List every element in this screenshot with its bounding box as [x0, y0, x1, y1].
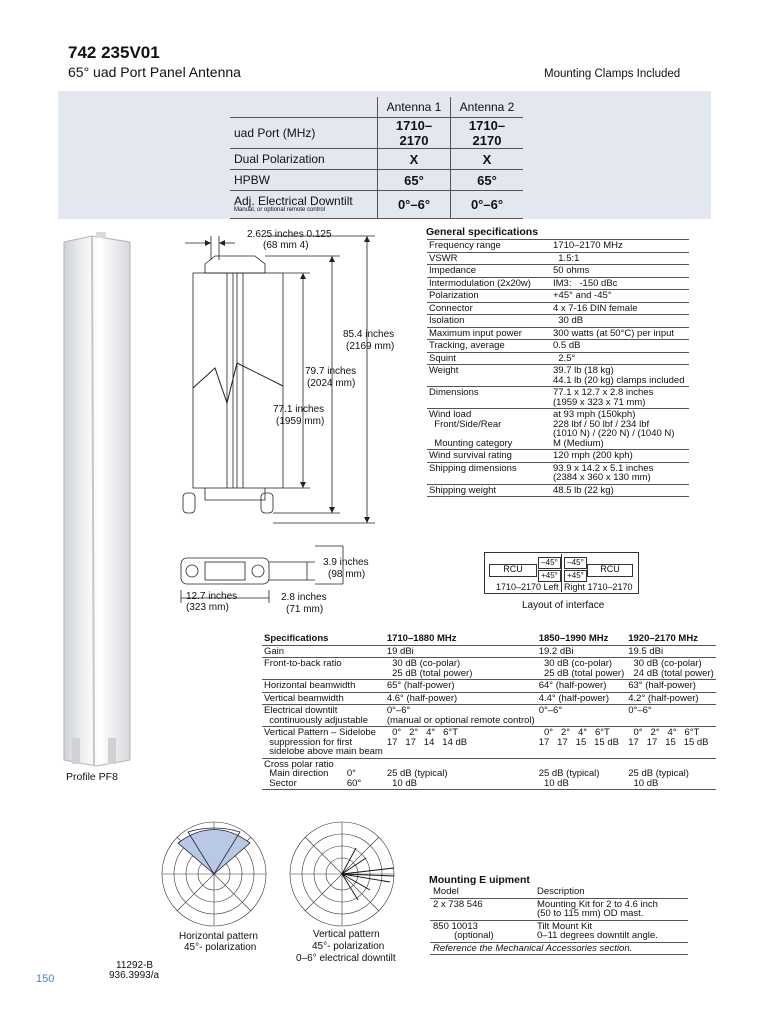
general-spec-key: Maximum input power [427, 327, 551, 340]
interface-right-label: Right 1710–2170 [564, 582, 633, 592]
interface-divider [561, 554, 562, 592]
port-plus45-left: +45° [538, 570, 561, 582]
spec-value-band2: 4.4° (half-power) [537, 692, 627, 705]
dim-h2-label: 79.7 inches [305, 366, 357, 377]
general-spec-key: Tracking, average [427, 340, 551, 353]
general-spec-key: Frequency range [427, 240, 551, 253]
dim-b3-label: 2.8 inches [281, 592, 327, 603]
port-plus45-right: +45° [564, 570, 587, 582]
summary-table [230, 97, 523, 219]
v-pattern-caption3: 0–6° electrical downtilt [296, 953, 396, 964]
general-spec-key: Squint [427, 352, 551, 365]
general-specs-table [427, 239, 689, 497]
general-spec-key: Shipping weight [427, 484, 551, 497]
general-spec-row [427, 290, 689, 303]
doc-code2: 936.3993/a [109, 970, 160, 981]
mounting-model: 850 10013 (optional) [430, 920, 534, 942]
general-spec-key: Shipping dimensions [427, 462, 551, 484]
dim-h1-label: 85.4 inches [343, 329, 395, 340]
spec-value-band2: 30 dB (co-polar) 25 dB (total power) [537, 658, 627, 680]
spec-key: Vertical Pattern – Sidelobe suppression for first sidelobe above main beam [264, 727, 383, 757]
summary-label: Dual Polarization [230, 149, 378, 170]
spec-row [262, 705, 716, 727]
dimension-drawing [175, 228, 400, 633]
spec-header-label: Specifications [262, 633, 385, 645]
general-spec-value: 300 watts (at 50°C) per input [551, 327, 689, 340]
rcu-left: RCU [489, 564, 537, 577]
mounting-table [430, 886, 688, 955]
general-spec-row [427, 484, 689, 497]
mounting-model: 2 x 738 546 [430, 898, 534, 920]
summary-header-row [230, 97, 523, 118]
dim-h1-mm: (2169 mm) [346, 341, 395, 352]
summary-col-antenna1: Antenna 1 [378, 97, 451, 118]
general-spec-value: 1710–2170 MHz [551, 240, 689, 253]
mounting-desc: Mounting Kit for 2 to 4.6 inch (50 to 115 mm) OD mast. [534, 898, 688, 920]
mounting-note: Reference the Mechanical Accessories section. [430, 942, 688, 955]
mounting-col-desc: Description [534, 886, 688, 898]
summary-value: 1710–2170 [451, 118, 524, 149]
profile-label: Profile PF8 [66, 771, 118, 783]
interface-left-label: 1710–2170 Left [496, 582, 559, 592]
summary-col-antenna2: Antenna 2 [451, 97, 524, 118]
general-spec-key: Dimensions [427, 387, 551, 409]
v-pattern-caption1: Vertical pattern [313, 929, 380, 940]
model-title: 742 235V01 [68, 43, 160, 62]
general-spec-row [427, 365, 689, 387]
summary-row [230, 191, 523, 219]
dim-b2-label: 12.7 inches [186, 591, 238, 602]
rcu-right: RCU [587, 564, 633, 577]
general-spec-row [427, 462, 689, 484]
interface-caption: Layout of interface [522, 600, 605, 611]
spec-row [262, 680, 716, 693]
summary-label: HPBW [230, 170, 378, 191]
dim-h3-mm: (1959 mm) [276, 416, 325, 427]
spec-row [262, 758, 716, 790]
spec-value-band1: 0°–6° (manual or optional remote control) [386, 705, 535, 726]
spec-value-band3: 0°–6° [626, 705, 716, 727]
general-spec-key: Intermodulation (2x20w) [427, 277, 551, 290]
spec-key: Front-to-back ratio [262, 658, 385, 680]
general-spec-key: Wind load Front/Side/Rear Mounting category [427, 409, 551, 450]
mounting-header-row [430, 886, 688, 898]
general-spec-row [427, 265, 689, 278]
general-spec-row [427, 327, 689, 340]
general-spec-row [427, 450, 689, 463]
spec-value-band2: 0°–6° [537, 705, 627, 727]
spec-value-band2: 0° 2° 4° 6°T 17 17 15 15 dB [537, 727, 627, 759]
spec-key: Horizontal beamwidth [262, 680, 385, 693]
mounting-col-model: Model [430, 886, 534, 898]
summary-header-blank [230, 97, 378, 118]
general-spec-row [427, 315, 689, 328]
general-spec-row [427, 252, 689, 265]
general-spec-key: Isolation [427, 315, 551, 328]
spec-value-band1: 19 dBi [385, 645, 537, 658]
general-spec-value: 4 x 7-16 DIN female [551, 302, 689, 315]
mounting-row [430, 920, 688, 942]
general-spec-row [427, 387, 689, 409]
summary-label: Adj. Electrical Downtilt [234, 194, 353, 208]
summary-row [230, 149, 523, 170]
general-spec-row [427, 340, 689, 353]
spec-value-band2: 25 dB (typical) 10 dB [537, 758, 627, 790]
horizontal-pattern-plot [158, 818, 270, 930]
spec-value-band3: 25 dB (typical) 10 dB [626, 758, 716, 790]
mounting-row [430, 898, 688, 920]
v-pattern-caption2: 45°- polarization [312, 941, 385, 952]
dim-b2-mm: (323 mm) [186, 602, 229, 613]
general-spec-value: IM3: -150 dBc [551, 277, 689, 290]
general-spec-row [427, 240, 689, 253]
summary-value: 1710–2170 [378, 118, 451, 149]
summary-value: 65° [378, 170, 451, 191]
antenna-photo [58, 228, 138, 768]
dim-width-mm: (68 mm 4) [263, 240, 309, 251]
spec-key: Electrical downtilt continuously adjustable [262, 705, 385, 727]
spec-value-band1: 30 dB (co-polar) 25 dB (total power) [385, 658, 537, 680]
spec-header-band3: 1920–2170 MHz [626, 633, 716, 645]
spec-row [262, 727, 716, 759]
spec-key: Vertical beamwidth [262, 692, 385, 705]
product-subtitle: 65° uad Port Panel Antenna [68, 64, 241, 80]
summary-value: X [451, 149, 524, 170]
general-spec-key: Wind survival rating [427, 450, 551, 463]
general-specs-title: General specifications [426, 226, 539, 238]
summary-value: 0°–6° [378, 191, 451, 219]
general-spec-value: 93.9 x 14.2 x 5.1 inches (2384 x 360 x 130 mm) [551, 462, 689, 484]
general-spec-value: +45° and -45° [551, 290, 689, 303]
dim-b3-mm: (71 mm) [286, 604, 324, 615]
general-spec-key: Connector [427, 302, 551, 315]
general-spec-value: 48.5 lb (22 kg) [551, 484, 689, 497]
general-spec-row [427, 277, 689, 290]
spec-value-band1: 4.6° (half-power) [385, 692, 537, 705]
summary-row [230, 170, 523, 191]
summary-value: 65° [451, 170, 524, 191]
general-spec-value: 39.7 lb (18 kg) 44.1 lb (20 kg) clamps included [551, 365, 689, 387]
general-spec-value: 0.5 dB [551, 340, 689, 353]
port-minus45-left: –45° [538, 557, 561, 569]
general-spec-key: Weight [427, 365, 551, 387]
spec-value-band1: 65° (half-power) [385, 680, 537, 693]
mounting-note-row [430, 942, 688, 955]
dim-width-label: 2.625 inches 0.125 [247, 229, 332, 240]
port-minus45-right: –45° [564, 557, 587, 569]
general-spec-value: 1.5:1 [551, 252, 689, 265]
general-spec-row [427, 409, 689, 450]
spec-value-band2: 19.2 dBi [537, 645, 627, 658]
summary-subnote: Manual, or optional remote control [234, 207, 326, 213]
h-pattern-caption2: 45°- polarization [184, 942, 257, 953]
general-spec-row [427, 302, 689, 315]
general-spec-value: 120 mph (200 kph) [551, 450, 689, 463]
general-spec-value: 50 ohms [551, 265, 689, 278]
mounting-title: Mounting E uipment [429, 874, 530, 886]
general-spec-value: 30 dB [551, 315, 689, 328]
general-spec-row [427, 352, 689, 365]
spec-row [262, 645, 716, 658]
mounting-desc: Tilt Mount Kit 0–11 degrees downtilt angle. [534, 920, 688, 942]
spec-value-band3: 19.5 dBi [626, 645, 716, 658]
general-spec-value: at 93 mph (150kph) 228 lbf / 50 lbf / 234 lbf (1010 N) / (220 N) / (1040 N) M (Medium) [551, 409, 689, 450]
clamps-note: Mounting Clamps Included [544, 68, 681, 80]
summary-row [230, 118, 523, 149]
general-spec-key: Impedance [427, 265, 551, 278]
spec-value-band1: 25 dB (typical) 10 dB [385, 758, 537, 790]
spec-row [262, 692, 716, 705]
spec-value-band3: 63° (half-power) [626, 680, 716, 693]
general-spec-key: Polarization [427, 290, 551, 303]
summary-label: uad Port (MHz) [230, 118, 378, 149]
spec-key: Gain [262, 645, 385, 658]
h-pattern-caption1: Horizontal pattern [179, 931, 258, 942]
spec-row [262, 658, 716, 680]
general-spec-key: VSWR [427, 252, 551, 265]
general-spec-value: 77.1 x 12.7 x 2.8 inches (1959 x 323 x 71 mm) [551, 387, 689, 409]
spec-value-band3: 4.2° (half-power) [626, 692, 716, 705]
dim-b1-mm: (98 mm) [328, 569, 366, 580]
summary-value: 0°–6° [451, 191, 524, 219]
spec-header-band2: 1850–1990 MHz [537, 633, 627, 645]
spec-value-band1: 0° 2° 4° 6°T 17 17 14 14 dB [385, 727, 537, 759]
spec-value-band3: 30 dB (co-polar) 24 dB (total power) [626, 658, 716, 680]
spec-value-band2: 64° (half-power) [537, 680, 627, 693]
summary-value: X [378, 149, 451, 170]
specifications-table [262, 633, 716, 790]
page-number: 150 [36, 973, 55, 985]
vertical-pattern-plot [286, 818, 398, 930]
dim-b1-label: 3.9 inches [323, 557, 369, 568]
general-spec-value: 2.5° [551, 352, 689, 365]
spec-key: Cross polar ratio Main direction 0° Sector 60° [262, 758, 385, 790]
spec-header-band1: 1710–1880 MHz [385, 633, 537, 645]
summary-label-cell [230, 191, 378, 219]
spec-value-band3: 0° 2° 4° 6°T 17 17 15 15 dB [626, 727, 716, 759]
dim-h2-mm: (2024 mm) [307, 378, 356, 389]
doc-code1: 11292-B [116, 960, 154, 971]
spec-header-row [262, 633, 716, 645]
dim-h3-label: 77.1 inches [273, 404, 325, 415]
